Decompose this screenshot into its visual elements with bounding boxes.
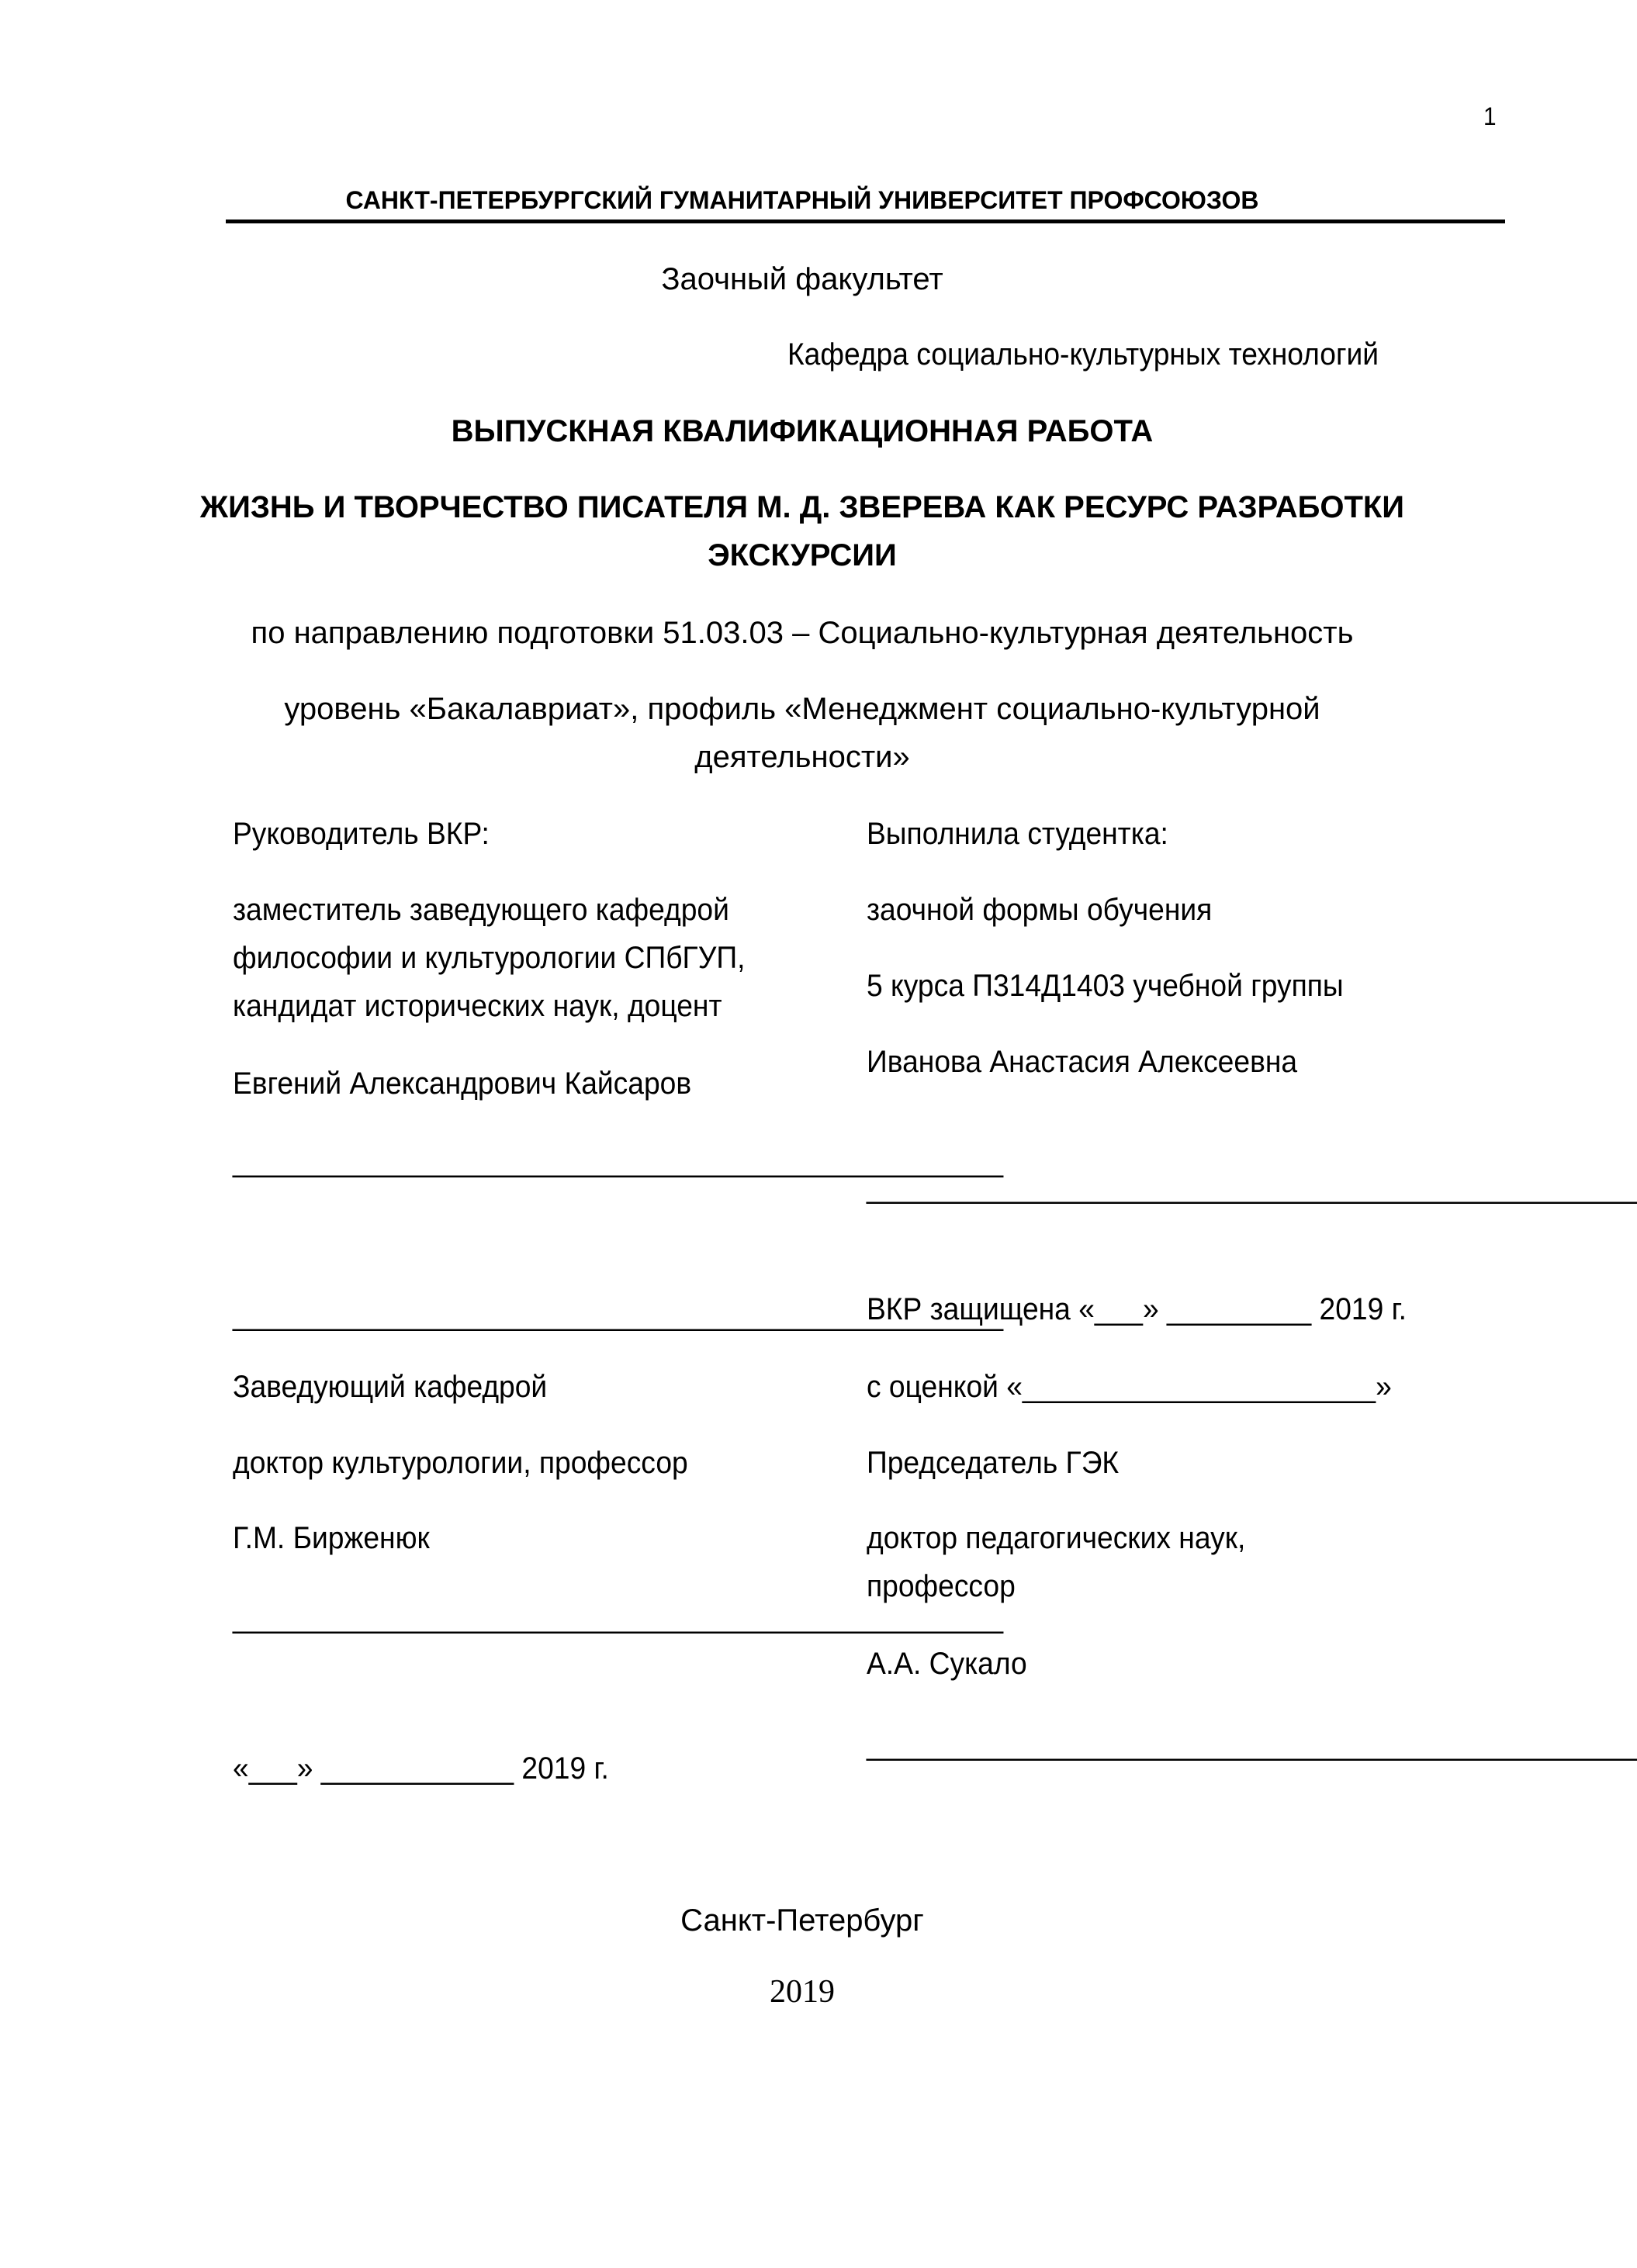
title-line-1: ЖИЗНЬ И ТВОРЧЕСТВО ПИСАТЕЛЯ М. Д. ЗВЕРЕВА КАК РЕСУРС РАЗРАБОТКИ [199,490,1405,524]
work-type: ВЫПУСКНАЯ КВАЛИФИКАЦИОННАЯ РАБОТА [451,414,1154,448]
student-name: Иванова Анастасия Алексеевна [867,1045,1298,1079]
grade-field: с оценкой «______________________» [867,1370,1392,1404]
header-divider [226,220,1505,223]
defense-date: ВКР защищена «___» _________ 2019 г. [867,1292,1407,1326]
level-line-1: уровень «Бакалавриат», профиль «Менеджмент социально-культурной [284,692,1320,726]
supervisor-label: Руководитель ВКР: [233,817,490,851]
supervisor-position-3: кандидат исторических наук, доцент [233,989,722,1023]
university-header: САНКТ-ПЕТЕРБУРГСКИЙ ГУМАНИТАРНЫЙ УНИВЕРСИТЕТ ПРОФСОЮЗОВ [345,186,1259,214]
student-group: 5 курса П314Д1403 учебной группы [867,969,1344,1003]
approval-date: «___» ____________ 2019 г. [233,1751,609,1786]
city: Санкт-Петербург [680,1903,924,1938]
student-form: заочной формы обучения [867,893,1213,927]
supervisor-name: Евгений Александрович Кайсаров [233,1067,692,1101]
signature-line: ________________________________________________ [233,1298,1004,1332]
student-signature-line: ________________________________________________ [867,1170,1637,1205]
title-line-2: ЭКСКУРСИИ [708,538,897,572]
supervisor-position-2: философии и культурологии СПбГУП, [233,941,746,975]
supervisor-signature-line: ________________________________________________ [233,1144,1004,1178]
chair-name: А.А. Сукало [867,1647,1027,1681]
chair-degree-1: доктор педагогических наук, [867,1521,1246,1555]
student-label: Выполнила студентка: [867,817,1168,851]
faculty: Заочный факультет [661,262,943,296]
head-degree: доктор культурологии, профессор [233,1446,688,1480]
chair-label: Председатель ГЭК [867,1446,1120,1480]
page-number: 1 [1483,102,1497,130]
year: 2019 [770,1974,835,2010]
direction: по направлению подготовки 51.03.03 – Социально-культурная деятельность [251,616,1354,650]
head-name: Г.М. Бирженюк [233,1521,430,1555]
chair-degree-2: профессор [867,1569,1016,1603]
department: Кафедра социально-культурных технологий [787,337,1379,372]
head-signature-line: ________________________________________________ [233,1600,1004,1634]
supervisor-position-1: заместитель заведующего кафедрой [233,893,729,927]
chair-signature-line: ________________________________________________ [867,1727,1637,1762]
head-label: Заведующий кафедрой [233,1370,548,1404]
level-line-2: деятельности» [694,740,910,774]
